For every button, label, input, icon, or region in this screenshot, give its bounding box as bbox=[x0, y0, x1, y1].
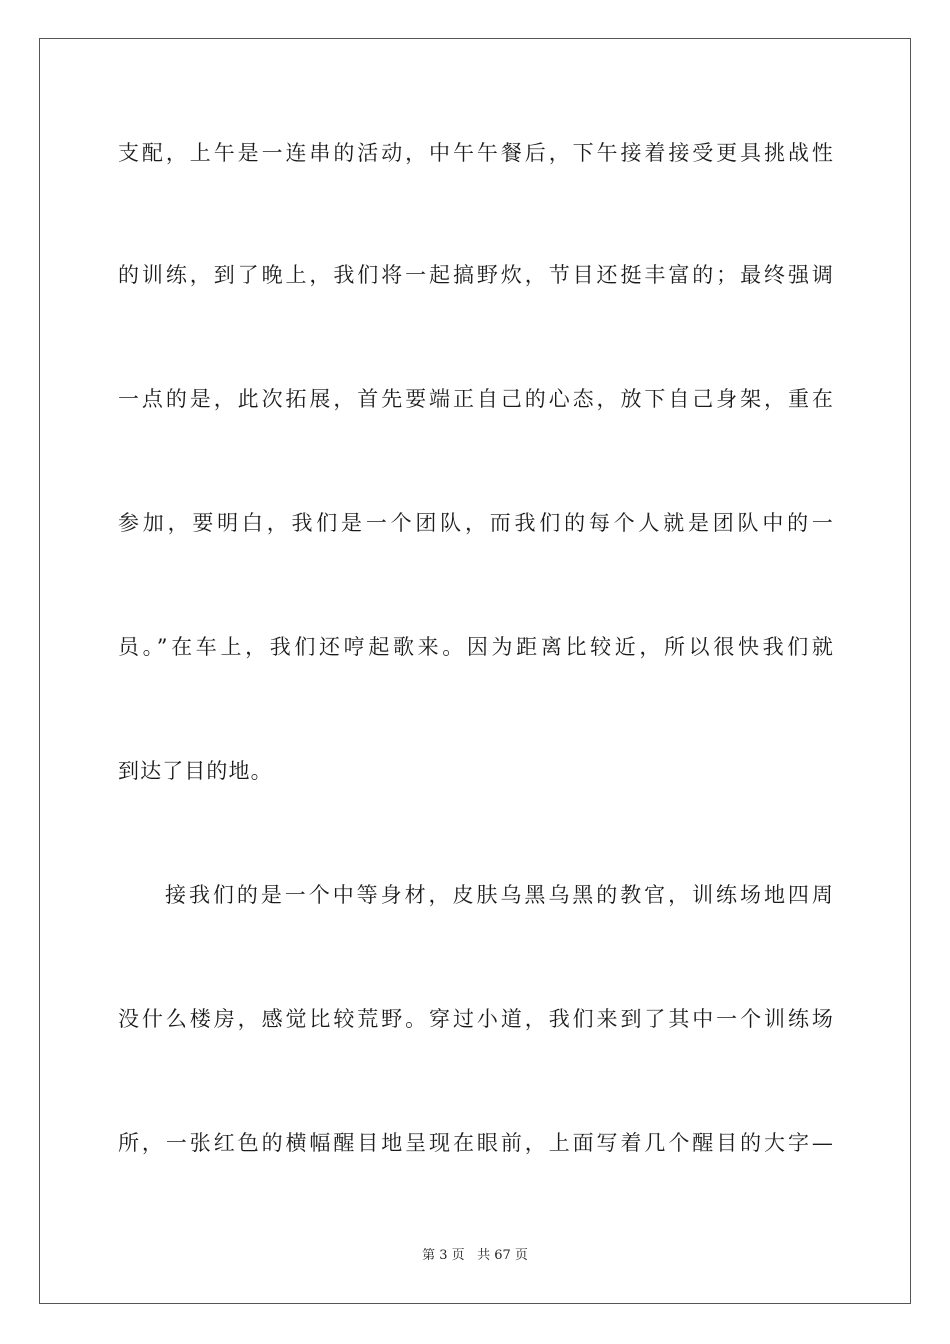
page-border bbox=[39, 38, 911, 1304]
text-line: 员。”在车上，我们还哼起歌来。因为距离比较近，所以很快我们就 bbox=[118, 635, 834, 659]
text-line: 到达了目的地。 bbox=[118, 759, 273, 783]
page-footer bbox=[0, 1247, 950, 1265]
text-line: 的训练，到了晚上，我们将一起搞野炊，节目还挺丰富的；最终强调 bbox=[118, 263, 834, 287]
text-line: 参加，要明白，我们是一个团队，而我们的每个人就是团队中的一 bbox=[118, 511, 834, 535]
paragraph-first-line: 接我们的是一个中等身材，皮肤乌黑乌黑的教官，训练场地四周 bbox=[165, 883, 834, 907]
text-line: 所，一张红色的横幅醒目地呈现在眼前，上面写着几个醒目的大字— bbox=[118, 1131, 834, 1155]
text-line: 一点的是，此次拓展，首先要端正自己的心态，放下自己身架，重在 bbox=[118, 387, 834, 411]
text-line: 支配，上午是一连串的活动，中午午餐后，下午接着接受更具挑战性 bbox=[118, 141, 834, 165]
text-line: 没什么楼房，感觉比较荒野。穿过小道，我们来到了其中一个训练场 bbox=[118, 1007, 834, 1031]
page-number: 第 3 页 bbox=[422, 1248, 465, 1263]
total-pages: 共 67 页 bbox=[477, 1248, 528, 1263]
